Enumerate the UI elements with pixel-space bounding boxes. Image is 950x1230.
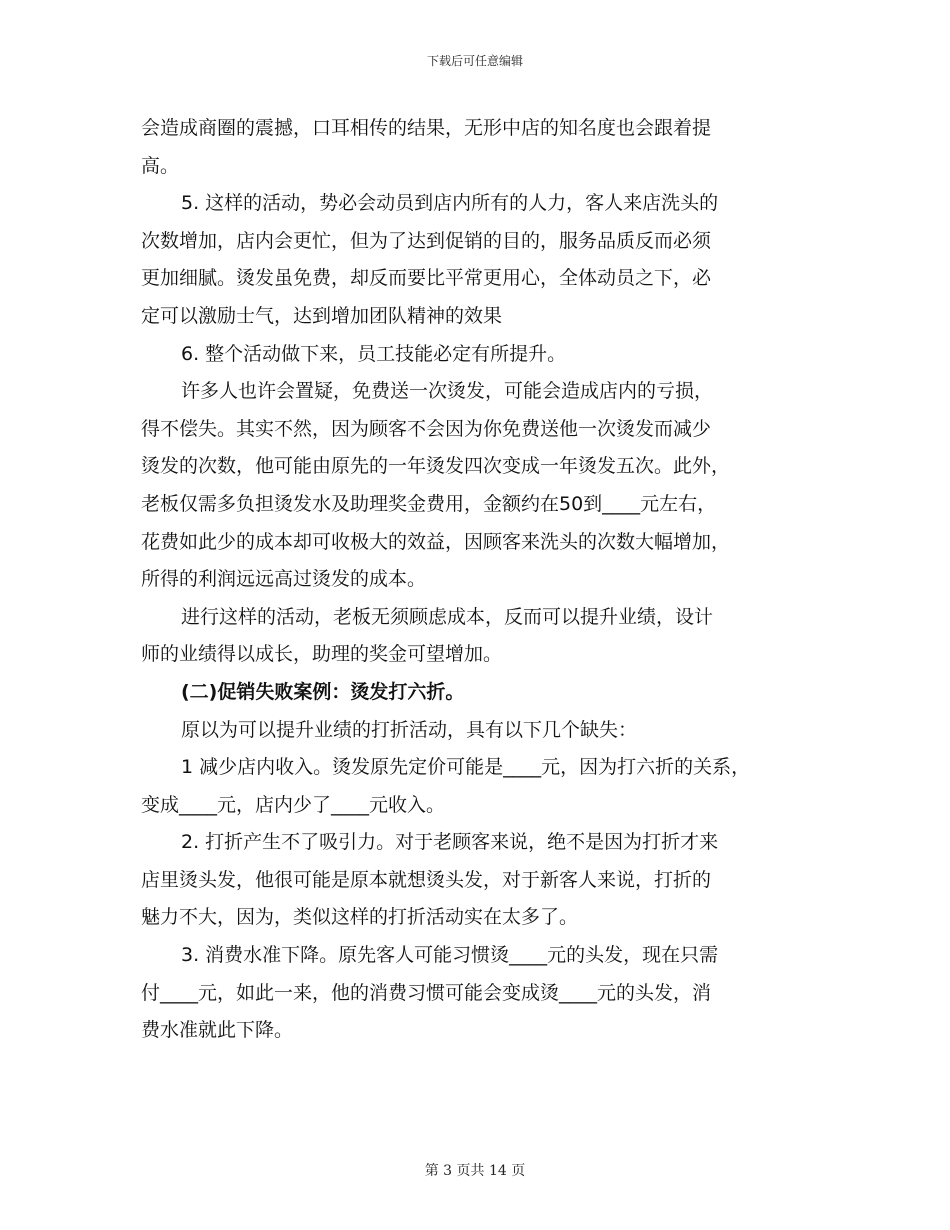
text-line: (二)促销失败案例：烫发打六折。	[181, 680, 465, 703]
text-line: 付____元，如此一来，他的消费习惯可能会变成烫____元的头发，消	[141, 981, 712, 1004]
text-line: 所得的利润远远高过烫发的成本。	[141, 568, 427, 591]
text-line: 许多人也许会置疑，免费送一次烫发，可能会造成店内的亏损，	[181, 380, 714, 403]
text-line: 6. 整个活动做下来，员工技能必定有所提升。	[181, 342, 567, 365]
text-line: 进行这样的活动，老板无须顾虑成本，反而可以提升业绩，设计	[181, 605, 714, 628]
page-header: 下载后可任意编辑	[426, 54, 523, 68]
text-line: 定可以激励士气，达到增加团队精神的效果	[141, 304, 503, 327]
text-line: 原以为可以提升业绩的打折活动，具有以下几个缺失：	[181, 718, 638, 741]
text-line: 变成____元，店内少了____元收入。	[141, 793, 446, 816]
text-line: 2. 打折产生不了吸引力。对于老顾客来说，绝不是因为打折才来	[181, 831, 719, 854]
page-footer: 第 3 页共 14 页	[424, 1163, 526, 1179]
text-line: 烫发的次数，他可能由原先的一年烫发四次变成一年烫发五次。此外，	[141, 455, 731, 478]
text-line: 魅力不大，因为，类似这样的打折活动实在太多了。	[141, 906, 579, 929]
text-line: 次数增加，店内会更忙，但为了达到促销的目的，服务品质反而必须	[141, 229, 712, 252]
text-line: 店里烫头发，他很可能是原本就想烫头发，对于新客人来说，打折的	[141, 868, 712, 891]
text-line: 更加细腻。烫发虽免费，却反而要比平常更用心，全体动员之下，必	[141, 267, 712, 290]
text-line: 1 减少店内收入。烫发原先定价可能是____元，因为打六折的关系，	[181, 756, 751, 779]
document-body	[141, 110, 831, 1050]
text-line: 费水准就此下降。	[141, 1019, 294, 1042]
text-line: 5. 这样的活动，势必会动员到店内所有的人力，客人来店洗头的	[181, 192, 719, 215]
text-line: 老板仅需多负担烫发水及助理奖金费用，金额约在50到____元左右，	[141, 492, 717, 515]
text-line: 得不偿失。其实不然，因为顾客不会因为你免费送他一次烫发而减少	[141, 417, 712, 440]
text-line: 师的业绩得以成长，助理的奖金可望增加。	[141, 643, 503, 666]
text-line: 高。	[141, 154, 180, 177]
text-line: 会造成商圈的震撼，口耳相传的结果，无形中店的知名度也会跟着提	[141, 117, 712, 139]
text-line: 花费如此少的成本却可收极大的效益，因顾客来洗头的次数大幅增加，	[141, 530, 731, 553]
text-line: 3. 消费水准下降。原先客人可能习惯烫____元的头发，现在只需	[181, 944, 719, 967]
